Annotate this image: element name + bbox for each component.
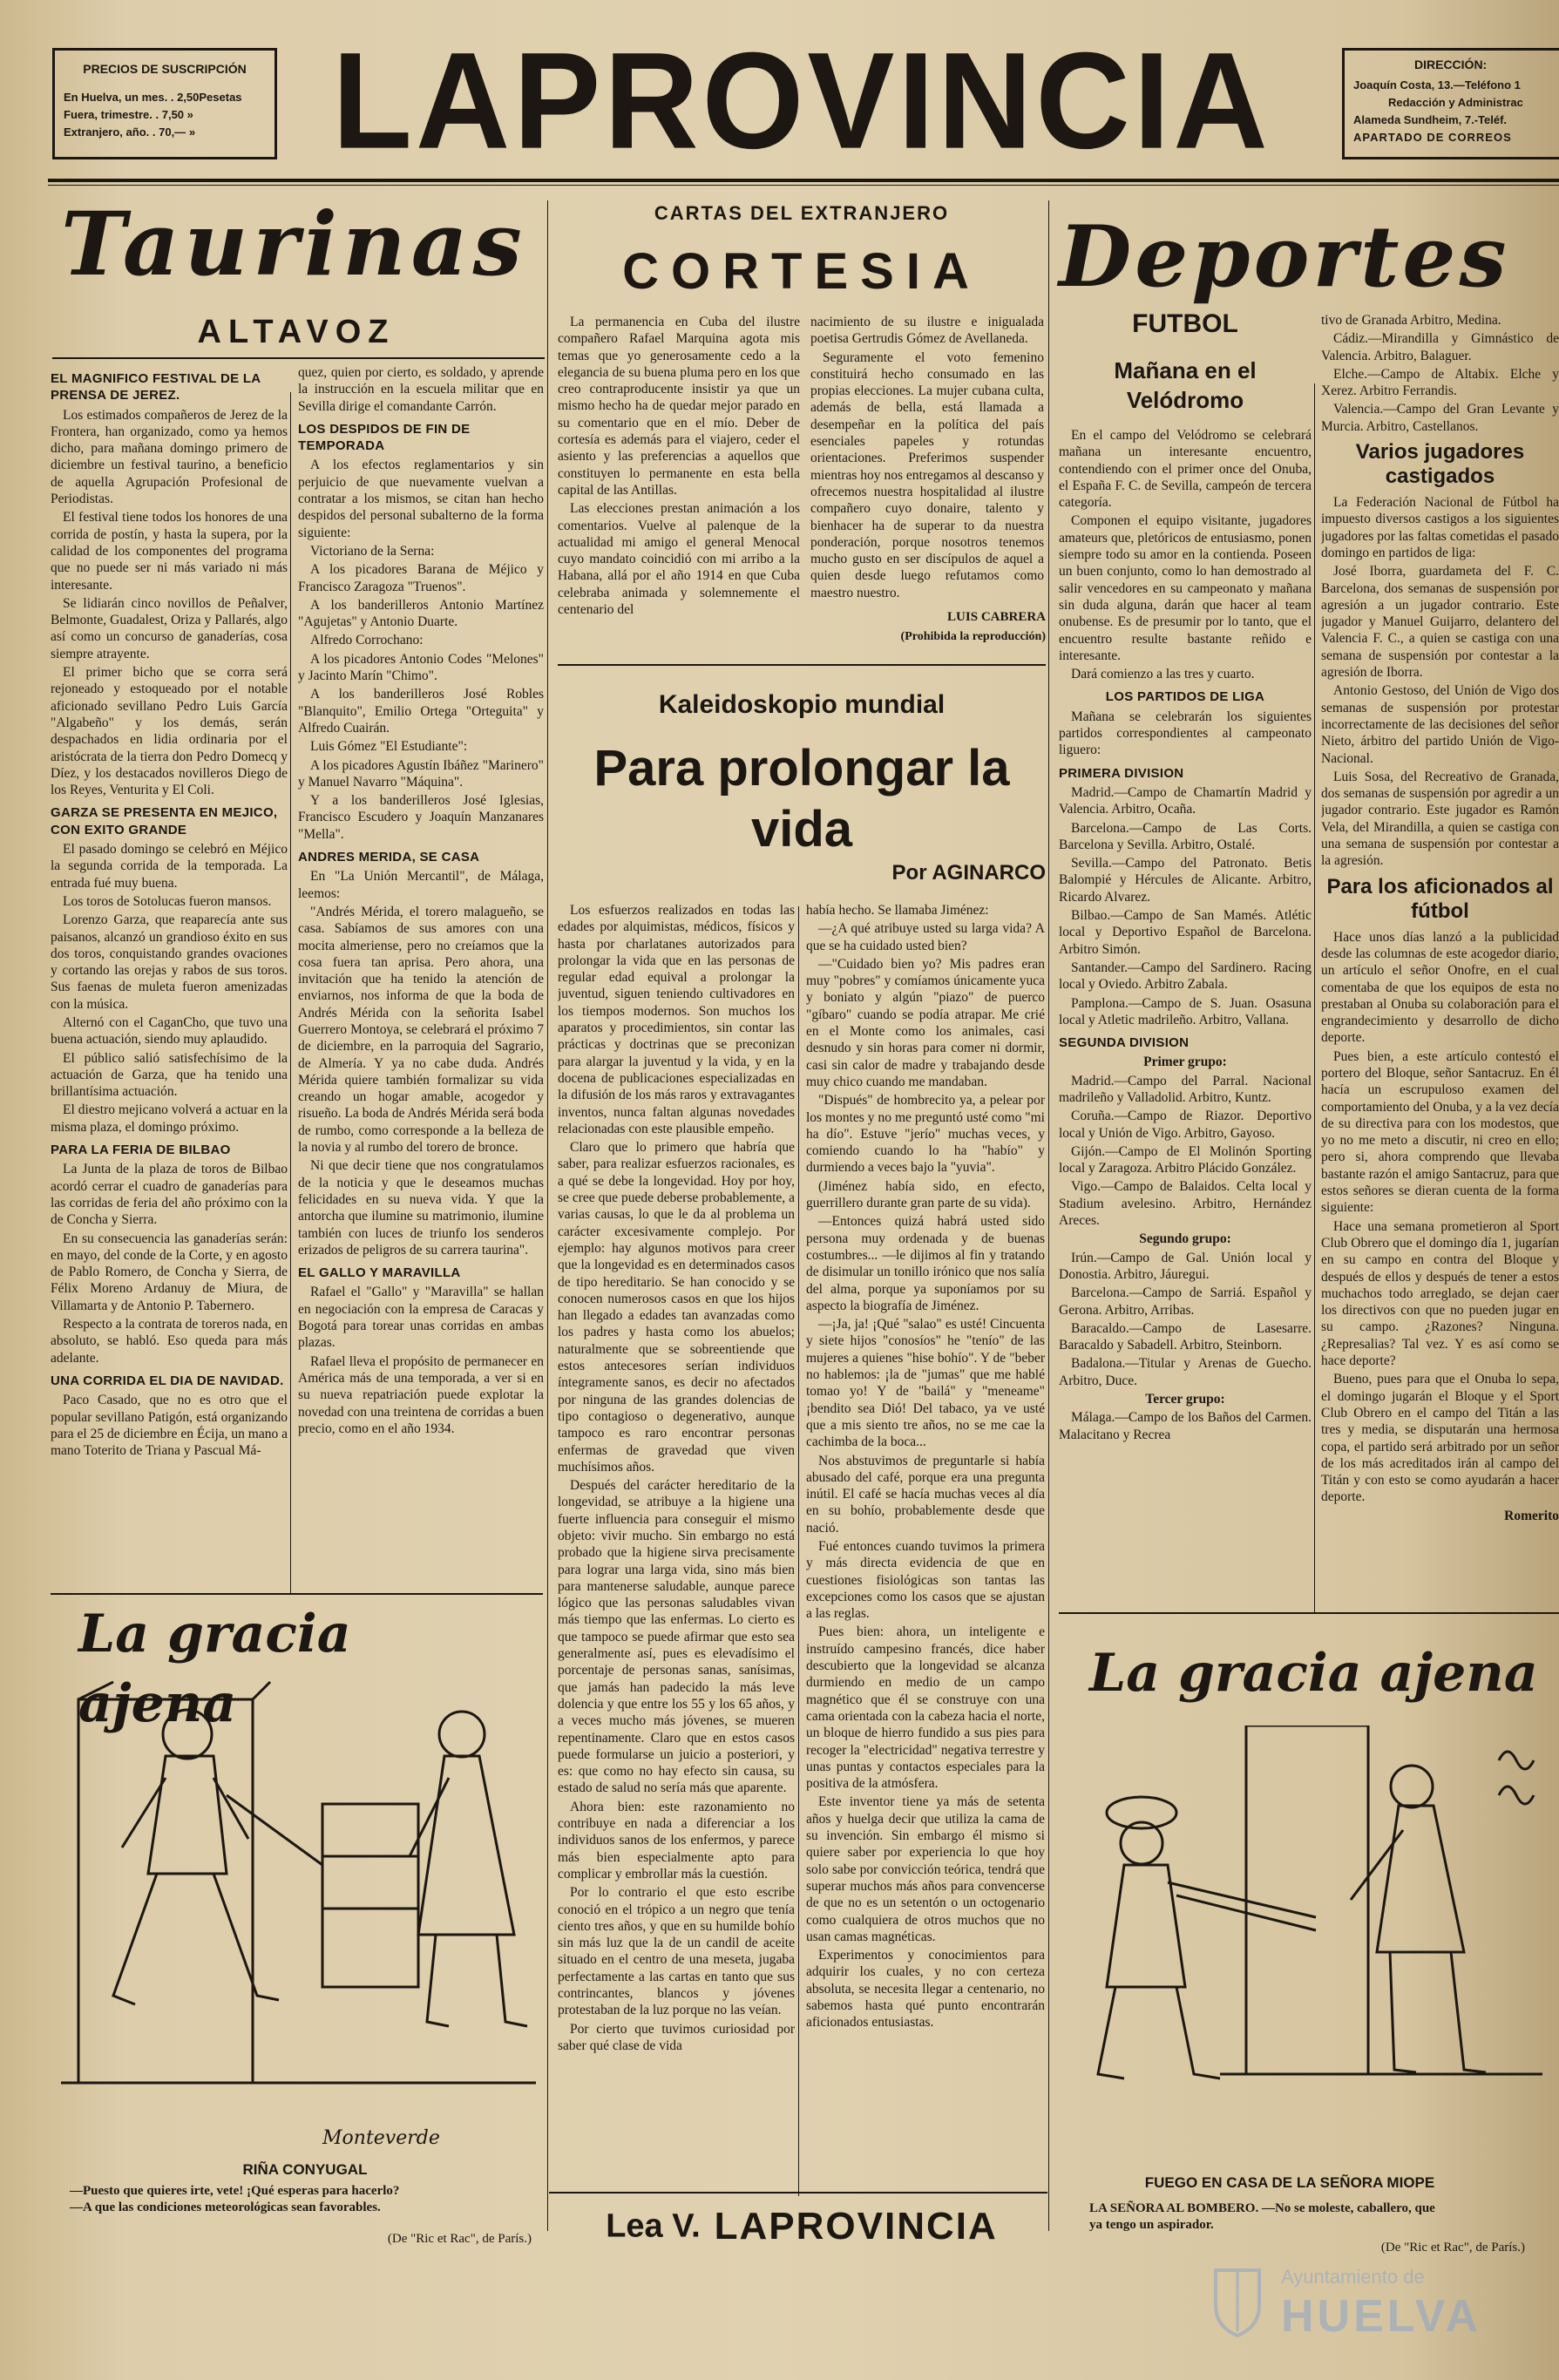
sub-label: Extranjero, año. . bbox=[64, 125, 156, 139]
paragraph: Ni que decir tiene que nos congratulamos de la noticia y que le deseamos muchas felicidades en su nueva vida. Y que la antorcha que ilumine su matrimonio, ilumine también con luces de triunfo los senderos erizados de peligros de su carrera taurina". bbox=[298, 1158, 544, 1258]
cartoon-rule bbox=[51, 1593, 543, 1595]
column-rule bbox=[547, 200, 548, 2231]
subscription-box bbox=[52, 48, 277, 159]
paragraph: Rafael el "Gallo" y "Maravilla" se hallan en negociación con la empresa de Caracas y Bogotá para torear unas corridas en ambas plazas. bbox=[298, 1285, 544, 1351]
paragraph: Fué entonces cuando tuvimos la primera y más directa evidencia de que en cuestiones fisiológicas son tantas las excepciones como los casos que se ajustan a las reglas. bbox=[806, 1538, 1045, 1622]
taurinas-col1 bbox=[51, 364, 288, 1580]
paragraph: quez, quien por cierto, es soldado, y aprende la instrucción en la escuela militar que en Sevilla dirige el comandante Carrón. bbox=[298, 365, 544, 414]
futbol-label: FUTBOL bbox=[1132, 309, 1238, 338]
paragraph: Y a los banderilleros José Iglesias, Francisco Escudero y Joaquín Manzanares "Mella". bbox=[298, 793, 544, 842]
paragraph: Santander.—Campo del Sardinero. Racing local y Oviedo. Arbitro Zabala. bbox=[1059, 959, 1312, 993]
column-rule bbox=[1048, 200, 1049, 2231]
paragraph: Nos abstuvimos de preguntarle si había abusado del café, porque era una pregunta inútil. El café se hacía muchas veces al día en su bohío, probablemente desde que nació. bbox=[806, 1453, 1045, 1536]
column-rule bbox=[798, 906, 799, 2196]
cortesia-col1 bbox=[558, 314, 800, 654]
deportes-title: Deportes bbox=[1059, 207, 1510, 306]
paragraph: La Federación Nacional de Fútbol ha impuesto diversos castigos a los siguientes jugadores por las faltas cometidas el pasado domingo en partidos de liga: bbox=[1321, 495, 1559, 560]
column-rule bbox=[1314, 383, 1315, 1612]
cortesia-note: (Prohibida la reproducción) bbox=[900, 630, 1046, 643]
paragraph: Luis Sosa, del Recreativo de Granada, dos semanas de suspensión por agredir a un jugador contrario. Este jugador es Ramón Vela, del Mirandilla, a quien se castiga con una semana de suspensión por contestar a la agresión. bbox=[1321, 769, 1559, 869]
paragraph: Ahora bien: este razonamiento no contribuye en nada a diferenciar a los individuos sanos de los enfermos, y parece más bien especialmente apto para complicar y embrollar más la cuestión. bbox=[558, 1799, 795, 1882]
sub-price: 2,50 bbox=[177, 91, 200, 104]
paragraph: Cádiz.—Mirandilla y Gimnástico de Valencia. Arbitro, Balaguer. bbox=[1321, 331, 1559, 363]
paragraph: Barcelona.—Campo de Las Corts. Barcelona y Sevilla. Arbitro, Ostalé. bbox=[1059, 820, 1312, 852]
cortesia-rule bbox=[558, 664, 1046, 666]
paragraph: (Jiménez había sido, en efecto, guerrillero durante gran parte de su vida). bbox=[806, 1178, 1045, 1211]
cartoon-left-title: La gracia ajena bbox=[78, 1604, 351, 1734]
paragraph: A los banderilleros José Robles "Blanquito", Emilio Ortega "Orteguita" y Alfredo Cuairán. bbox=[298, 687, 544, 736]
footer-masthead: LAPROVINCIA bbox=[714, 2205, 998, 2248]
headline: EL GALLO Y MARAVILLA bbox=[298, 1265, 461, 1281]
cartoon-right-caption-title: FUEGO EN CASA DE LA SEÑORA MIOPE bbox=[1144, 2174, 1435, 2191]
subscription-title: PRECIOS DE SUSCRIPCIÓN bbox=[83, 62, 247, 76]
paragraph: nacimiento de su ilustre e inigualada poetisa Gertrudis Gómez de Avellaneda. bbox=[810, 315, 1044, 347]
direction-title: DIRECCIÓN: bbox=[1414, 58, 1488, 71]
subtitle-rule bbox=[52, 357, 545, 359]
paragraph: Irún.—Campo de Gal. Unión local y Donostia. Arbitro, Jáuregui. bbox=[1059, 1250, 1312, 1282]
cartoon-illustration bbox=[61, 1673, 536, 2161]
sub-unit: Pesetas bbox=[199, 91, 242, 104]
paragraph: José Iborra, guardameta del F. C. Barcelona, dos semanas de suspensión por agresión a un jugador contrario. Este jugador y Manuel Guijarro, delantero del Valencia F. C., a quien se castiga con una semana de suspensión por contestar a la agresión de Iborra. bbox=[1321, 564, 1559, 681]
paragraph: había hecho. Se llamaba Jiménez: bbox=[806, 903, 989, 918]
kaleido-kicker: Kaleidoskopio mundial bbox=[658, 690, 946, 719]
direction-line: Alameda Sundheim, 7.-Teléf. bbox=[1353, 113, 1508, 126]
headline: EL MAGNIFICO FESTIVAL DE LA PRENSA DE JEREZ. bbox=[51, 371, 261, 403]
cartoon-right-title: La gracia ajena bbox=[1089, 1643, 1538, 1704]
signature: Romerito bbox=[1504, 1508, 1559, 1523]
paragraph: —"Cuidado bien yo? Mis padres eran muy "pobres" y comíamos únicamente yuca y boniato y algún "piazo" de puerco "gíbaro" cuando se podía atrapar. Me crié en el Monte como los animales, casi desnudo y sin horas para comer ni dormir, casi sin calor de madre y trabajando desde muy chico cuando me mandaban. bbox=[806, 956, 1045, 1089]
paragraph: Claro que lo primero que habría que saber, para realizar esfuerzos racionales, es a qué se debe la longevidad. Hoy por hoy, se cree que puede deberse probablemente, a varias causas, lo que le da al problema un carácter excesivamente complejo. Por ejemplo: hay algunos motivos para creer que la longevidad es en determinados casos de tipo hereditario. Se han conocido y se conocen numerosos casos en que los hijos han llegado a edades tan avanzadas como los padres y hasta como los abuelos; naturalmente que se sobreentiende que estos antecesores serían individuos íntegramente sanos, es decir no afectados por ninguna de las grandes dolencias de tipo contagioso o degenerativo, aunque tampoco es raro encontrar personas enfermas de gravedad que viven muchísimos años. bbox=[558, 1140, 795, 1475]
sub-unit: » bbox=[188, 125, 196, 139]
paragraph: Se lidiarán cinco novillos de Peñalver, Belmonte, Guadalest, Oriza y Pallarés, algo así como un concurso de ganaderías, cosa siempre atrayente. bbox=[51, 595, 288, 661]
header-rule bbox=[48, 179, 1559, 182]
stamp-text-2: HUELVA bbox=[1281, 2291, 1482, 2342]
paragraph: Málaga.—Campo de los Baños del Carmen. Malacitano y Recrea bbox=[1059, 1410, 1312, 1442]
paragraph: Barcelona.—Campo de Sarriá. Español y Gerona. Arbitro, Arribas. bbox=[1059, 1285, 1312, 1318]
subscription-row bbox=[64, 89, 268, 106]
group-label: Segundo grupo: bbox=[1139, 1231, 1231, 1247]
subscription-row bbox=[64, 124, 268, 141]
paragraph: Experimentos y conocimientos para adquirir los cuales, y no con certeza absoluta, se necesita llegar a centenario, no sabemos hasta qué punto encontrarán aficionados entusiastas. bbox=[806, 1948, 1045, 2031]
paragraph: En "La Unión Mercantil", de Málaga, leemos: bbox=[298, 869, 544, 901]
velodromo-head: Mañana en el Velódromo bbox=[1114, 357, 1257, 413]
paragraph: A los picadores Agustín Ibáñez "Marinero" y Manuel Navarro "Máquina". bbox=[298, 757, 544, 790]
headline: LOS PARTIDOS DE LIGA bbox=[1105, 689, 1265, 705]
taurinas-col2 bbox=[298, 364, 544, 1580]
paragraph: Gijón.—Campo de El Molinón Sporting local y Zaragoza. Arbitro Plácido González. bbox=[1059, 1143, 1312, 1176]
paragraph: Hace una semana prometieron al Sport Club Obrero que el domingo día 1, jugarían en su campo en contra del Bloque y después de ellos y después de tener a estos muchachos todo arreglado, se dejan caer los directivos con que no pueden jugar en su campo. ¿Razones? Ninguna. ¿Represalias? Tal vez. Y es así como se hace deporte? bbox=[1321, 1218, 1559, 1369]
paragraph: Antonio Gestoso, del Unión de Vigo dos semanas de suspensión por protestar incorrectamente de las decisiones del señor Nieto, árbitro del partido Unión de Vigo-Nacional. bbox=[1321, 683, 1559, 766]
paragraph: tivo de Granada Arbitro, Medina. bbox=[1321, 313, 1501, 328]
paragraph: Elche.—Campo de Altabix. Elche y Xerez. Arbitro Ferrandis. bbox=[1321, 366, 1559, 399]
footer-lead: Lea V. bbox=[606, 2207, 701, 2245]
direction-line: Redacción y Administrac bbox=[1388, 96, 1523, 109]
paragraph: Rafael lleva el propósito de permanecer en América más de una temporada, a ver si en su nueva repatriación puede explotar la novedad con una treintena de corridas a buen precio, como en el año 1934. bbox=[298, 1353, 544, 1436]
sub-price: 70,— bbox=[159, 125, 186, 139]
taurinas-subtitle: ALTAVOZ bbox=[197, 314, 396, 350]
sub-label: Fuera, trimestre. . bbox=[64, 108, 159, 121]
cortesia-col2 bbox=[810, 314, 1044, 654]
paragraph: La Junta de la plaza de toros de Bilbao acordó cerrar el cuadro de ganaderías para las corridas de feria del año próximo con la de Concha y Sierra. bbox=[51, 1162, 288, 1228]
headline: GARZA SE PRESENTA EN MEJICO, CON EXITO GRANDE bbox=[51, 805, 278, 837]
coat-of-arms-icon bbox=[1207, 2261, 1268, 2340]
paragraph: La permanencia en Cuba del ilustre compañero Rafael Marquina agota mis temas que yo generosamente cedo a la elegancia de su buena pluma pero en los que creo contraproducente insistir ya que un mismo hecho ha de quedar mejor parado en su comentario que en el mío. Deber de cortesía es además para el viajero, ceder el asiento y las preferencias a aquellos que constituyen lo permanente en esta bella capital de las Antillas. bbox=[558, 315, 800, 498]
paragraph: Bueno, pues para que el Onuba lo sepa, el domingo jugarán el Bloque y el Sport Club Obrero en el campo del Titán a las tres y media, se disputarán una hermosa copa, el partido será arbitrado por un señor de los más acreditados irán al campo del Titán y con esto se como ayudarán a hacer deporte. bbox=[1321, 1372, 1559, 1505]
headline: LOS DESPIDOS DE FIN DE TEMPORADA bbox=[298, 421, 471, 454]
column-rule bbox=[290, 392, 291, 1595]
headline: UNA CORRIDA EL DIA DE NAVIDAD. bbox=[51, 1373, 284, 1388]
sub-price: 7,50 bbox=[161, 108, 185, 121]
paragraph: Pues bien: ahora, un inteligente e instruído campesino francés, dice haber descubierto que la longevidad se alcanza durmiendo en medio de un campo magnético que él se construye con una cama orientada con la cabeza hacia el norte, un bloque de hierro fundido a sus pies para recoger la "electricidad" negativa terrestre y unas puntas y contactos especiales para la positiva de la atmósfera. bbox=[806, 1624, 1045, 1792]
cartoon-right-drawing bbox=[1089, 1726, 1542, 2214]
paragraph: Pues bien, a este artículo contestó el portero del Bloque, señor Santacruz. En él hacía un escrupuloso examen del comportamiento del Onuba, y a la vez decía de su directiva para con los modestos, que yo no me meto a discutir, ni creo en ello; pero si, ahora comprendo que llevaba bastante razón el amigo Santacruz, para que estos señores se dieran cuenta de la forma siguiente: bbox=[1321, 1048, 1559, 1216]
paragraph: Victoriano de la Serna: bbox=[310, 543, 435, 559]
archive-stamp bbox=[1207, 2248, 1486, 2362]
group-label: Tercer grupo: bbox=[1145, 1392, 1225, 1407]
paragraph: —Entonces quizá habrá usted sido persona muy ordenada y de buenas costumbres... —le dijimos al fin y tratando de disimular un tonillo irónico que nos salía del alma, porque ya suponíamos por su aspecto la biografía de Jiménez. bbox=[806, 1214, 1045, 1313]
stamp-text-1: Ayuntamiento de bbox=[1281, 2266, 1425, 2288]
paragraph: A los efectos reglamentarios y sin perjuicio de que nuevamente vuelvan a contratar a los mismos, se citan han hecho despidos del personal subalterno de la forma siguiente: bbox=[298, 458, 544, 540]
paragraph: El pasado domingo se celebró en Méjico la segunda corrida de la temporada. La entrada fué muy buena. bbox=[51, 842, 288, 891]
paragraph: El diestro mejicano volverá a actuar en la misma plaza, el domingo próximo. bbox=[51, 1102, 288, 1135]
paragraph: Por cierto que tuvimos curiosidad por saber qué clase de vida bbox=[558, 2021, 795, 2053]
paragraph: Vigo.—Campo de Balaidos. Celta local y Stadium avelesino. Arbitro, Hernández Areces. bbox=[1059, 1179, 1312, 1229]
group-label: Primer grupo: bbox=[1143, 1054, 1227, 1070]
cortesia-kicker: CARTAS DEL EXTRANJERO bbox=[654, 202, 950, 224]
paragraph: Bilbao.—Campo de San Mamés. Atlétic local y Deportivo Español de Barcelona. Arbitro Simón. bbox=[1059, 908, 1312, 957]
header-rule-thin bbox=[48, 185, 1559, 186]
subscription-rows bbox=[64, 89, 268, 141]
paragraph: —¡Ja, ja! ¡Qué "salao" es usté! Cincuenta y siete hijos "conosíos" he "tenío" de las mujeres a quienes "hise bohío". Y de "beber no hablemos: ¡la de "jumas" que me hablé tomao yo! Y de "bailá" y "meneame" ¡bendito sea Dió! Del tabaco, ya ve usté que a mis siento tre años, no se me cae la cachimba de la boca... bbox=[806, 1317, 1045, 1450]
paragraph: Seguramente el voto femenino constituirá hecho consumado en las propias elecciones. La mujer cubana culta, además de bella, está llamada a desempeñar en la política del país esenciales papeles y rotundas orientaciones. Preferimos suspender mientras hoy nos entregamos al descanso y ofrecemos nuestra hospitalidad al ilustre compañero cuyo donaire, talento y bienhacer ha de superar to da nuestra ponderación, porque nosotros tenemos mucho gusto en ser discípulos de aquel a quien desde luego refutamos como maestro nuestro. bbox=[810, 349, 1044, 600]
paragraph: Mañana se celebrarán los siguientes partidos correspondientes al campeonato liguero: bbox=[1059, 709, 1312, 758]
paragraph: A los picadores Antonio Codes "Melones" y Jacinto Marín "Chimo". bbox=[298, 651, 544, 684]
subhead: Para los aficionados al fútbol bbox=[1326, 874, 1554, 923]
cortesia-title: CORTESIA bbox=[622, 243, 981, 300]
paragraph: Hace unos días lanzó a la publicidad desde las columnas de este acogedor diario, un artículo el señor Onofre, en el cual comentaba de que los equipos de esta no prestaban al Onuba su colaboración para el engrandecimiento y desarrollo de dicho deporte. bbox=[1321, 929, 1559, 1046]
caption-speaker: LA SEÑORA AL BOMBERO. bbox=[1089, 2201, 1259, 2215]
paragraph: A los picadores Barana de Méjico y Francisco Zaragoza "Truenos". bbox=[298, 562, 544, 594]
paragraph: "Dispués" de hombrecito ya, a pelear por los montes y no me preguntó usté como "mi ha dío". Estuve "jerío" muchas veces, y comiendo cuando lo ha "habío" y durmiendo a veces bajo la "yuvia". bbox=[806, 1093, 1045, 1176]
kaleido-col2 bbox=[806, 902, 1045, 2174]
cartoon-left-caption-title: RIÑA CONYUGAL bbox=[242, 2161, 368, 2178]
caption-line: ya tengo un aspirador. bbox=[1089, 2218, 1214, 2232]
cartoon-illustration bbox=[1089, 1726, 1542, 2109]
paragraph: El público salió satisfechísimo de la actuación de Garza, que ha tenido una brillantísima actuación. bbox=[51, 1050, 288, 1100]
paragraph: Alternó con el CaganCho, que tuvo una buena actuación, siendo muy aplaudido. bbox=[51, 1014, 288, 1048]
paragraph: Este inventor tiene ya más de setenta años y huelga decir que utiliza la cama de su invención. Sin embargo él mismo si quiere saber por experiencia lo que hoy solo sabe por convicción teórica, tendrá que superar muchos más años para convencerse de que no es un setentón o un octogenario como cualquiera de otros muchos que no usan camas magnéticas. bbox=[806, 1794, 1045, 1944]
paragraph: Alfredo Corrochano: bbox=[310, 633, 424, 648]
paragraph: El festival tiene todos los honores de una corrida de postín, y hasta la supera, por la calidad de los componentes del programa que no puede ser ni más variado ni más interesante. bbox=[51, 510, 288, 593]
headline: SEGUNDA DIVISION bbox=[1059, 1035, 1190, 1051]
headline: ANDRES MERIDA, SE CASA bbox=[298, 850, 480, 865]
cortesia-author: LUIS CABRERA bbox=[947, 610, 1046, 624]
footer-ad bbox=[558, 2205, 1046, 2257]
direction-line: Joaquín Costa, 13.—Teléfono 1 bbox=[1353, 78, 1521, 92]
paragraph: A los banderilleros Antonio Martínez "Agujetas" y Antonio Duarte. bbox=[298, 597, 544, 630]
paragraph: Paco Casado, que no es otro que el popular sevillano Patigón, está organizando para el 25 de diciembre en Écija, un mano a mano Toterito de Triana y Pascual Má- bbox=[51, 1393, 288, 1459]
paragraph: Badalona.—Titular y Arenas de Guecho. Arbitro, Duce. bbox=[1059, 1356, 1312, 1388]
sub-unit: » bbox=[186, 108, 193, 121]
cartoon-left-drawing bbox=[61, 1673, 536, 2161]
cartoon-rule bbox=[1059, 1612, 1559, 1614]
paragraph: Luis Gómez "El Estudiante": bbox=[310, 739, 468, 755]
direction-box bbox=[1342, 48, 1559, 159]
headline: PARA LA FERIA DE BILBAO bbox=[51, 1143, 231, 1158]
paragraph: Las elecciones prestan animación a los comentarios. Vuelve al palenque de la actualidad mi amigo el general Menocal cuyo mandato coincidió con mi arribo a la Habana, allá por el año 1914 en que Cuba celebraba animada y solemnemente el centenario del bbox=[558, 501, 800, 618]
paragraph: Componen el equipo visitante, jugadores amateurs que, pletóricos de entusiasmo, ponen siempre todo su amor en la contienda. Poseen un buen conjunto, como lo han demostrado al salir vencedores en su campeonato y mañana sin duda alguna, darán que hacer al team onubense. Es de presumir por lo tanto, que el encuentro resulte bastante reñido e interesante. bbox=[1059, 513, 1312, 663]
paragraph: Después del carácter hereditario de la longevidad, se atribuye a la higiene una fuerte influencia para conseguir el mismo objeto: vivir mucho. Sin embargo no está probado que la higiene sirva precisamente para lograr una larga vida, sino más bien para mantenerse saludable, aunque parece lógico que las personas saludables vivan más tiempo que las enfermas. Lo cierto es que tampoco se puede afirmar que esto sea generalmente así, pues es elevadísimo el porcentaje de personas sanas, sanísimas, que jamás han padecido la más leve dolencia y que entre los 55 y los 65 años, y a veces mucho más jóvenes, se mueren repentinamente. Claro que en estos casos puede formularse un juicio a posteriori, y es: que como no hay efecto sin causa, su estado de salud no sería más que aparente. bbox=[558, 1478, 795, 1796]
paragraph: Lorenzo Garza, que reaparecía ante sus paisanos, alcanzó un grandioso éxito en sus dos toros, conquistando grandes ovaciones y cortando las orejas y rabos de sus toros. Sus faenas de muleta fueron amenizadas con la música. bbox=[51, 912, 288, 1012]
paragraph: Los toros de Sotolucas fueron mansos. bbox=[63, 893, 272, 909]
kaleido-col1 bbox=[558, 902, 795, 2174]
paragraph: Pamplona.—Campo de S. Juan. Osasuna local y Atletic madrileño. Arbitro, Vallana. bbox=[1059, 995, 1312, 1027]
paragraph: Baracaldo.—Campo de Lasesarre. Baracaldo y Sabadell. Arbitro, Steinborn. bbox=[1059, 1320, 1312, 1353]
paragraph: Madrid.—Campo del Parral. Nacional madrileño y Valladolid. Arbitro, Kuntz. bbox=[1059, 1073, 1312, 1105]
paragraph: —¿A qué atribuye usted su larga vida? A que se ha cuidado usted bien? bbox=[806, 921, 1045, 953]
kaleido-byline: Por AGINARCO bbox=[891, 861, 1046, 885]
subhead: Varios jugadores castigados bbox=[1355, 440, 1525, 489]
direction-lines bbox=[1353, 77, 1559, 146]
paragraph: Por lo contrario el que esto escribe conoció en el trópico a un negro que tenía ciento tres años, y que en su humilde bohío sin más luz que la de un candil de aceite situado en el centro de una meseta, jugaba perfectamente a las cartas en tanto que sus contrincantes, blancos y jóvenes protestaban de la luz porque no las veían. bbox=[558, 1885, 795, 2018]
cartoon-signature: Monteverde bbox=[322, 2127, 440, 2149]
paragraph: Dará comienzo a las tres y cuarto. bbox=[1071, 667, 1255, 682]
paragraph: Respecto a la contrata de toreros nada, en absoluto, se habló. Eso queda para más adelante. bbox=[51, 1317, 288, 1366]
paragraph: "Andrés Mérida, el torero malagueño, se casa. Sabíamos de sus amores con una mocita almeriense, pero no creíamos que la cosa fuera tan aprisa. Pero ahora, una invitación que ha tenido la atención de enviarnos, nos informa de que la boda de Andrés Mérida con la señorita Isabel Guerrero Montoya, se celebrará el próximo 7 de diciembre, en la parroquia del Sagrario, de Almería. Y ya no cabe duda. Andrés Mérida quiere también formalizar su vida creando un hogar amable, acogedor y risueño. La boda de Andrés Mérida será boda de rumbo, como corresponde a la belleza de la novia y al rumbo del torero de bronce. bbox=[298, 904, 544, 1156]
paragraph: Los esfuerzos realizados en todas las edades por alquimistas, médicos, físicos y hasta por charlatanes autorizados para prolongar la vida que en las personas de regular edad equival a prolongar la juventud, siguen teniendo cultivadores en los tiempos modernos. Son muchos los aparatos y procedimientos, sin contar las prácticas y doctrinas que se preconizan para alargar la juventud y la vida, y en la docena de publicaciones especializadas en la difusión de los más raros y extravagantes inventos, nunca faltan algunas novedades relacionadas con este plausible empeño. bbox=[558, 903, 795, 1136]
paragraph: Los estimados compañeros de Jerez de la Frontera, han organizado, como ya hemos dicho, para mañana domingo primero de diciembre un festival taurino, a beneficio de aquella Agrupación Profesional de Periodistas. bbox=[51, 407, 288, 507]
caption-line: —No se moleste, caballero, que bbox=[1261, 2201, 1435, 2215]
masthead: LAPROVINCIA bbox=[332, 23, 1271, 178]
footer-rule bbox=[549, 2192, 1047, 2194]
paragraph: Sevilla.—Campo del Patronato. Betis Balompié y Hércules de Alicante. Arbitro, Ricardo Alvarez. bbox=[1059, 856, 1312, 905]
paragraph: En el campo del Velódromo se celebrará mañana un interesante encuentro, contendiendo con el primer once del Onuba, el España F. C. de Sevilla, campeón de tercera categoría. bbox=[1059, 428, 1312, 511]
cartoon-right-caption bbox=[1089, 2200, 1556, 2234]
cartoon-left-caption: —Puesto que quieres irte, vete! ¡Qué esperas para hacerlo? —A que las condiciones meteorológicas sean favorables. bbox=[70, 2184, 400, 2214]
subscription-row bbox=[64, 106, 268, 124]
kaleido-title-1: Para prolongar la bbox=[593, 740, 1010, 797]
sub-label: En Huelva, un mes. . bbox=[64, 91, 174, 104]
paragraph: En su consecuencia las ganaderías serán: en mayo, del conde de la Corte, y en agosto de Pablo Romero, de Concha y Sierra, de Félix Moreno Ardanuy de Miura, de Villamarta y de Antonio P. Tabernero. bbox=[51, 1231, 288, 1313]
kaleido-title-2: vida bbox=[750, 801, 853, 858]
deportes-col1 bbox=[1059, 427, 1312, 1599]
cartoon-right-credit: (De "Ric et Rac", de París.) bbox=[1380, 2241, 1525, 2255]
deportes-col2 bbox=[1321, 312, 1559, 1602]
cartoon-left-credit: (De "Ric et Rac", de París.) bbox=[387, 2232, 532, 2246]
paragraph: El primer bicho que se corra será rejoneado y estoqueado por el notable aficionado sevillano Pedro Luis García "Algabeño" y los demás, serán despachados en lidia ordinaria por el aristócrata de la tierra don Pedro Domecq y Díez, y los destacados novilleros Diego de los Reyes, Venturita y El Coli. bbox=[51, 665, 288, 798]
paragraph: Coruña.—Campo de Riazor. Deportivo local y Unión de Vigo. Arbitro, Gayoso. bbox=[1059, 1109, 1312, 1141]
headline: PRIMERA DIVISION bbox=[1059, 765, 1184, 781]
paragraph: Valencia.—Campo del Gran Levante y Murcia. Arbitro, Castellanos. bbox=[1321, 402, 1559, 434]
paragraph: Madrid.—Campo de Chamartín Madrid y Valencia. Arbitro, Ocaña. bbox=[1059, 784, 1312, 817]
direction-line: APARTADO DE CORREOS bbox=[1353, 131, 1512, 144]
taurinas-title: Taurinas bbox=[61, 193, 527, 295]
